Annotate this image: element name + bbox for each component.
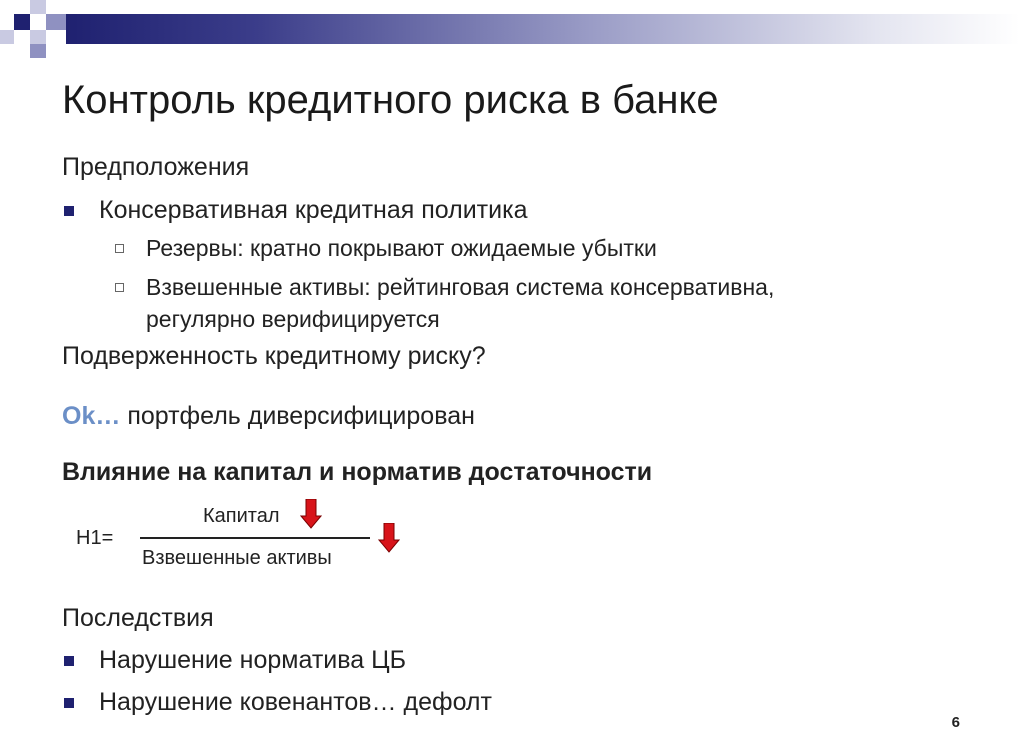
- slide-title: Контроль кредитного риска в банке: [62, 78, 719, 122]
- fraction-bar: [140, 537, 370, 539]
- hollow-bullet-icon: [115, 283, 124, 292]
- square-bullet-icon: [64, 656, 74, 666]
- sub-item-reserves: Резервы: кратно покрывают ожидаемые убытки: [146, 235, 657, 261]
- square-bullet-icon: [64, 206, 74, 216]
- ok-label: Ok…: [62, 402, 121, 430]
- consequence-item: Нарушение ковенантов… дефолт: [99, 688, 492, 716]
- impact-heading: Влияние на капитал и норматив достаточности: [62, 458, 653, 486]
- consequence-item: Нарушение норматива ЦБ: [99, 646, 406, 674]
- banner-gradient-bar: [66, 14, 1020, 44]
- formula-denominator: Взвешенные активы: [142, 547, 332, 569]
- sub-item-weighted-assets: Взвешенные активы: рейтинговая система консервативна,: [146, 274, 775, 300]
- square-bullet-icon: [64, 698, 74, 708]
- ok-line: [62, 402, 475, 431]
- decor-square-icon: [0, 30, 14, 44]
- red-down-arrow-icon: [300, 499, 322, 529]
- decor-square-icon: [14, 14, 30, 30]
- decor-square-icon: [30, 30, 46, 44]
- sub-item-weighted-assets-cont: регулярно верифицируется: [146, 306, 440, 332]
- decor-square-icon: [30, 0, 46, 14]
- consequences-heading: Последствия: [62, 604, 214, 632]
- red-down-arrow-icon: [378, 523, 400, 553]
- policy-item: Консервативная кредитная политика: [99, 196, 528, 224]
- exposure-question: Подверженность кредитному риску?: [62, 342, 486, 370]
- hollow-bullet-icon: [115, 244, 124, 253]
- page-number: 6: [951, 714, 960, 731]
- assumptions-heading: Предположения: [62, 153, 250, 181]
- decor-square-icon: [46, 14, 66, 30]
- header-banner: [0, 0, 1020, 58]
- formula-numerator: Капитал: [203, 505, 280, 527]
- ok-text: портфель диверсифицирован: [127, 402, 475, 430]
- decor-square-icon: [30, 44, 46, 58]
- formula-lhs: Н1=: [76, 527, 114, 549]
